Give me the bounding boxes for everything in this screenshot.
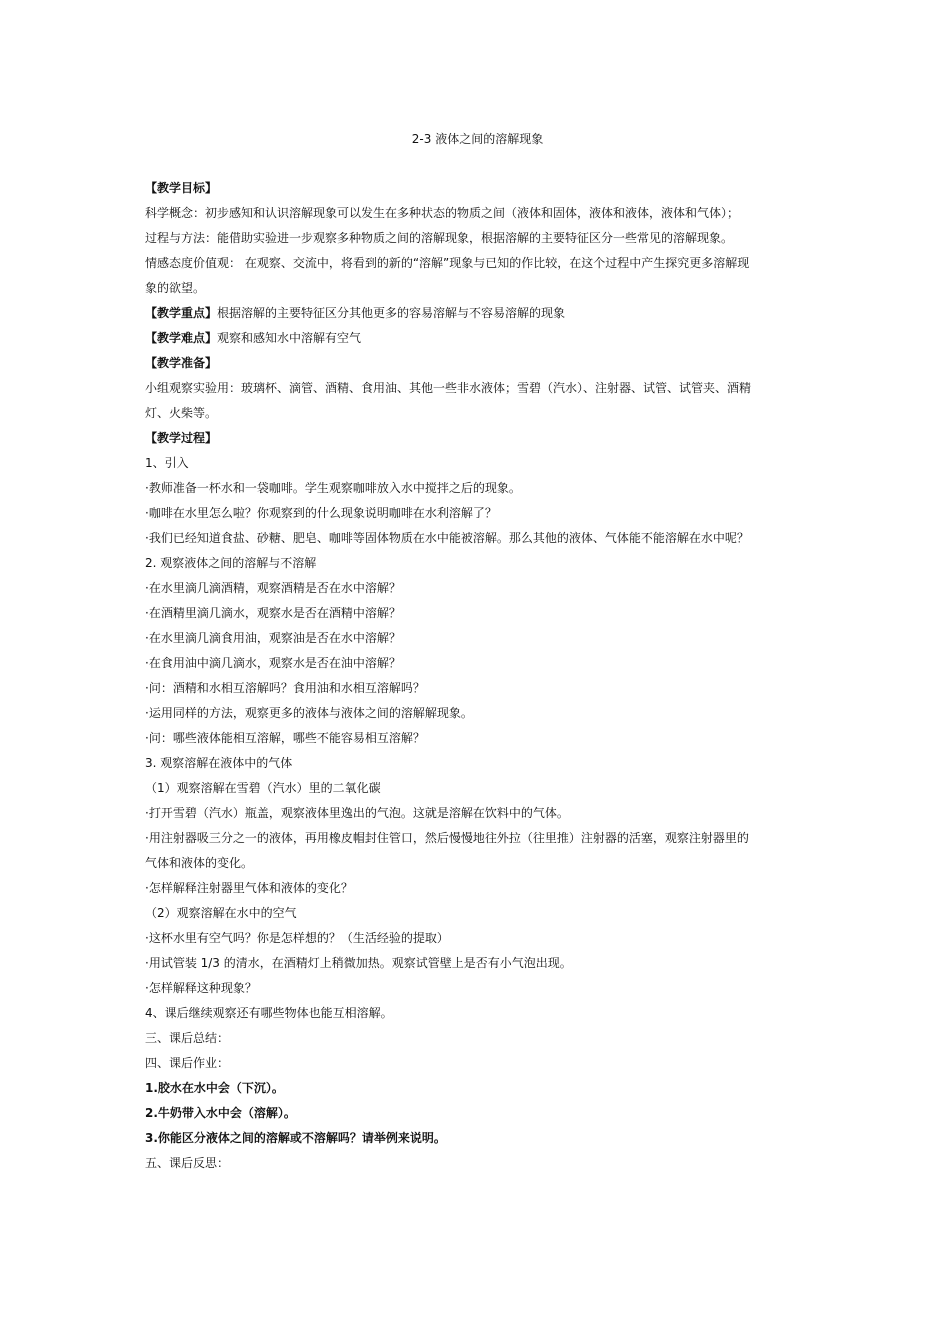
body-line <box>145 1026 810 1051</box>
body-line <box>145 1126 810 1151</box>
line-text: ·在水里滴几滴食用油，观察油是否在水中溶解？ <box>145 631 401 645</box>
line-text: 灯、火柴等。 <box>145 406 218 420</box>
line-text: 五、课后反思： <box>145 1156 230 1170</box>
body-line <box>145 651 810 676</box>
section-heading: 【教学重点】 <box>145 306 218 320</box>
body-line <box>145 1051 810 1076</box>
body-line <box>145 901 810 926</box>
body-line <box>145 876 810 901</box>
line-text: ·在食用油中滴几滴水，观察水是否在油中溶解？ <box>145 656 401 670</box>
body-line <box>145 351 810 376</box>
line-text: 2.牛奶带入水中会（溶解）。 <box>145 1106 296 1120</box>
line-text: ·问：酒精和水相互溶解吗？食用油和水相互溶解吗？ <box>145 681 425 695</box>
body-line <box>145 1001 810 1026</box>
body-line <box>145 451 810 476</box>
body-line <box>145 576 810 601</box>
body-line <box>145 476 810 501</box>
line-text: 象的欲望。 <box>145 281 206 295</box>
line-text: 1.胶水在水中会（下沉）。 <box>145 1081 284 1095</box>
document-body <box>145 176 810 1176</box>
line-text: ·在水里滴几滴酒精，观察酒精是否在水中溶解？ <box>145 581 401 595</box>
line-text: 3. 观察溶解在液体中的气体 <box>145 756 293 770</box>
body-line <box>145 251 810 276</box>
body-line <box>145 601 810 626</box>
body-line <box>145 326 810 351</box>
line-text: （1）观察溶解在雪碧（汽水）里的二氧化碳 <box>145 781 381 795</box>
body-line <box>145 976 810 1001</box>
line-text: 2. 观察液体之间的溶解与不溶解 <box>145 556 317 570</box>
line-text: 【教学过程】 <box>145 431 218 445</box>
section-heading: 【教学难点】 <box>145 331 218 345</box>
body-line <box>145 626 810 651</box>
document-title: 2-3 液体之间的溶解现象 <box>411 132 544 146</box>
body-line <box>145 201 810 226</box>
body-line <box>145 726 810 751</box>
line-text: ·问：哪些液体能相互溶解，哪些不能容易相互溶解？ <box>145 731 425 745</box>
body-line <box>145 801 810 826</box>
body-line <box>145 701 810 726</box>
line-text: 小组观察实验用：玻璃杯、滴管、酒精、食用油、其他一些非水液体；雪碧（汽水）、注射器、试管、试管夹、酒精 <box>145 381 752 395</box>
body-line <box>145 426 810 451</box>
line-text: ·在酒精里滴几滴水，观察水是否在酒精中溶解？ <box>145 606 401 620</box>
line-text: ·这杯水里有空气吗？你是怎样想的？（生活经验的提取） <box>145 931 449 945</box>
line-text: 观察和感知水中溶解有空气 <box>217 331 362 345</box>
line-text: 1、引入 <box>145 456 189 470</box>
line-text: 3.你能区分液体之间的溶解或不溶解吗？请举例来说明。 <box>145 1131 446 1145</box>
body-line <box>145 176 810 201</box>
body-line <box>145 276 810 301</box>
body-line <box>145 301 810 326</box>
body-line <box>145 926 810 951</box>
body-line <box>145 501 810 526</box>
body-line <box>145 376 810 401</box>
body-line <box>145 551 810 576</box>
line-text: 【教学目标】 <box>145 181 218 195</box>
line-text: ·教师准备一杯水和一袋咖啡。学生观察咖啡放入水中搅拌之后的现象。 <box>145 481 521 495</box>
body-line <box>145 751 810 776</box>
body-line <box>145 951 810 976</box>
line-text: 科学概念：初步感知和认识溶解现象可以发生在多种状态的物质之间（液体和固体，液体和液体，液体和气体）； <box>145 206 740 220</box>
line-text: ·怎样解释这种现象？ <box>145 981 257 995</box>
line-text: ·我们已经知道食盐、砂糖、肥皂、咖啡等固体物质在水中能被溶解。那么其他的液体、气体能不能溶解在水中呢？ <box>145 531 749 545</box>
line-text: 情感态度价值观： 在观察、交流中，将看到的新的“溶解”现象与已知的作比较，在这个过程中产生探究更多溶解现 <box>145 256 750 270</box>
line-text: ·用试管装 1/3 的清水，在酒精灯上稍微加热。观察试管壁上是否有小气泡出现。 <box>145 956 572 970</box>
body-line <box>145 1076 810 1101</box>
body-line <box>145 776 810 801</box>
line-text: 过程与方法：能借助实验进一步观察多种物质之间的溶解现象，根据溶解的主要特征区分一些常见的溶解现象。 <box>145 231 734 245</box>
line-text: 气体和液体的变化。 <box>145 856 254 870</box>
body-line <box>145 826 810 851</box>
body-line <box>145 226 810 251</box>
line-text: （2）观察溶解在水中的空气 <box>145 906 297 920</box>
line-text: 根据溶解的主要特征区分其他更多的容易溶解与不容易溶解的现象 <box>217 306 566 320</box>
body-line <box>145 676 810 701</box>
body-line <box>145 526 810 551</box>
line-text: ·运用同样的方法，观察更多的液体与液体之间的溶解解现象。 <box>145 706 473 720</box>
line-text: 4、课后继续观察还有哪些物体也能互相溶解。 <box>145 1006 393 1020</box>
line-text: 四、课后作业： <box>145 1056 230 1070</box>
line-text: ·用注射器吸三分之一的液体，再用橡皮帽封住管口，然后慢慢地往外拉（往里推）注射器的活塞，观察注射器里的 <box>145 831 749 845</box>
line-text: 三、课后总结： <box>145 1031 230 1045</box>
line-text: 【教学准备】 <box>145 356 218 370</box>
body-line <box>145 1101 810 1126</box>
body-line <box>145 851 810 876</box>
line-text: ·怎样解释注射器里气体和液体的变化？ <box>145 881 353 895</box>
line-text: ·打开雪碧（汽水）瓶盖，观察液体里逸出的气泡。这就是溶解在饮料中的气体。 <box>145 806 569 820</box>
body-line <box>145 1151 810 1176</box>
line-text: ·咖啡在水里怎么啦？你观察到的什么现象说明咖啡在水利溶解了？ <box>145 506 497 520</box>
body-line <box>145 401 810 426</box>
